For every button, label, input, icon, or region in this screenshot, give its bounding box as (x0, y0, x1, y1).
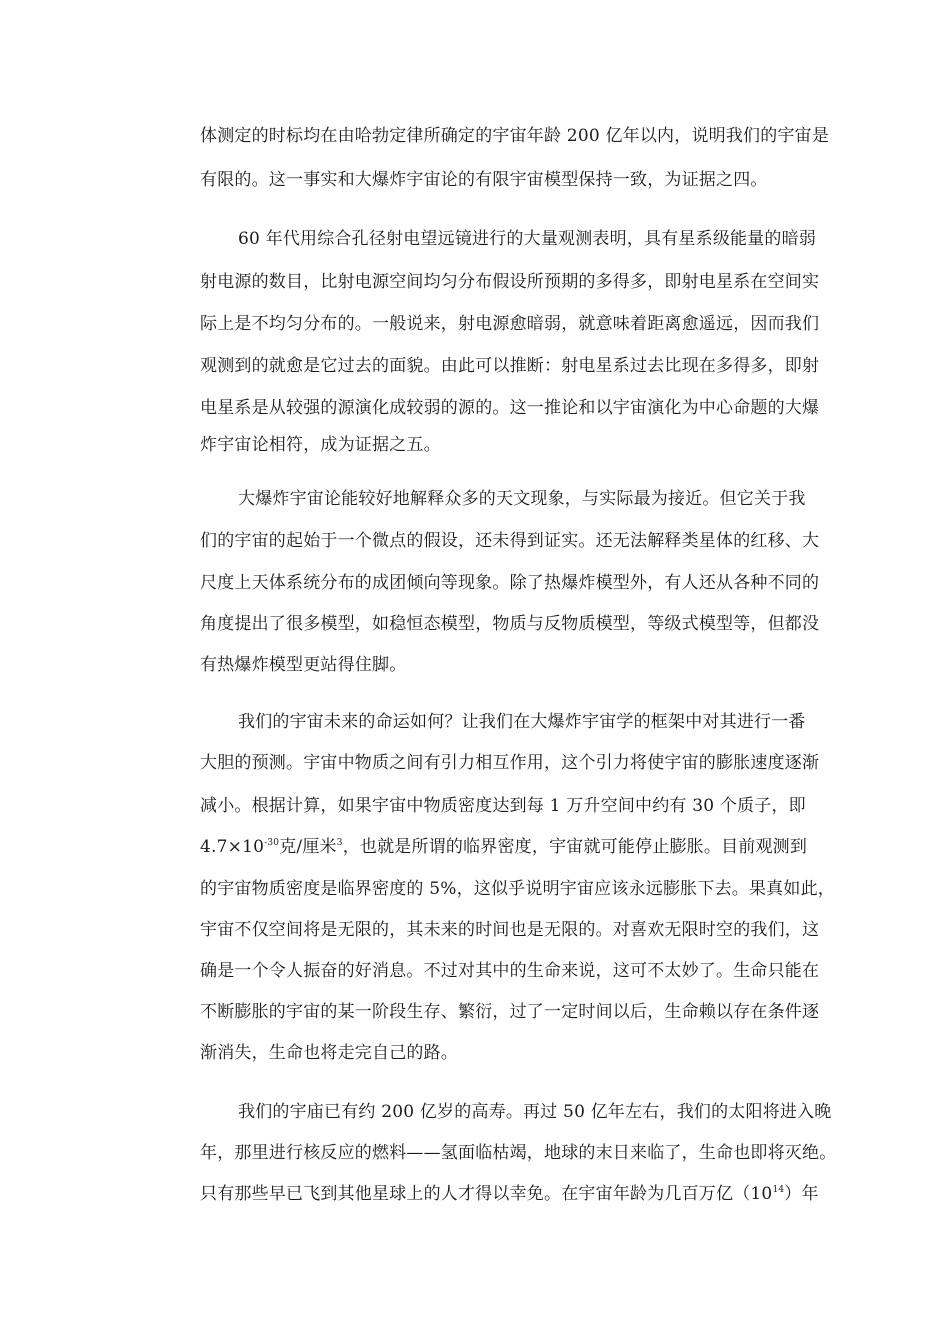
text-line: 确是一个令人振奋的好消息。不过对其中的生命来说，这可不太妙了。生命只能在 (200, 961, 820, 981)
density-unit: 克/厘米 (279, 837, 337, 857)
text-line: 际上是不均匀分布的。一般说来，射电源愈暗弱，就意味着距离愈遥远，因而我们 (200, 314, 820, 334)
text-line: 60 年代用综合孔径射电望远镜进行的大量观测表明，具有星系级能量的暗弱 (238, 229, 817, 249)
density-line (200, 827, 820, 867)
text-line: 宇宙不仅空间将是无限的，其未来的时间也是无限的。对喜欢无限时空的我们，这 (200, 920, 820, 940)
text-line: 电星系是从较强的源演化成较弱的源的。这一推论和以宇宙演化为中心命题的大爆 (200, 398, 820, 418)
text-line: 大胆的预测。宇宙中物质之间有引力相互作用，这个引力将使宇宙的膨胀速度逐渐 (200, 753, 820, 773)
age-text-start: 只有那些早已飞到其他星球上的人才得以幸免。在宇宙年龄为几百万亿（10 (200, 1184, 773, 1204)
text-line: 的宇宙物质密度是临界密度的 5%，这似乎说明宇宙应该永远膨胀下去。果真如此， (200, 879, 835, 899)
text-line: 们的宇宙的起始于一个微点的假设，还未得到证实。还无法解释类星体的红移、大 (200, 531, 820, 551)
text-line: 减小。根据计算，如果宇宙中物质密度达到每 1 万升空间中约有 30 个质子，即 (200, 796, 806, 816)
age-exponent: 14 (772, 1185, 785, 1195)
text-line: 年，那里进行核反应的燃料——氢面临枯竭，地球的末日来临了，生命也即将灭绝。 (200, 1143, 837, 1163)
text-line: 角度提出了很多模型，如稳恒态模型，物质与反物质模型，等级式模型等，但都没 (200, 614, 820, 634)
age-line (200, 1174, 820, 1214)
text-line: 炸宇宙论相符，成为证据之五。 (200, 435, 441, 455)
text-line: 大爆炸宇宙论能较好地解释众多的天文现象，与实际最为接近。但它关于我 (238, 489, 806, 509)
text-line: 我们的宇宙未来的命运如何？让我们在大爆炸宇宙学的框架中对其进行一番 (238, 712, 806, 732)
text-line: 不断膨胀的宇宙的某一阶段生存、繁衍，过了一定时间以后，生命赖以存在条件逐 (200, 1002, 820, 1022)
text-line: 有热爆炸模型更站得住脚。 (200, 655, 407, 675)
density-value: 4.7×10 (200, 837, 265, 857)
text-line: 我们的宇庙已有约 200 亿岁的高寿。再过 50 亿年左右，我们的太阳将进入晚 (238, 1102, 832, 1122)
density-exponent: -30 (264, 838, 280, 848)
text-line: 有限的。这一事实和大爆炸宇宙论的有限宇宙模型保持一致，为证据之四。 (200, 170, 768, 190)
density-unit-exponent: 3 (336, 838, 343, 848)
text-line: 体测定的时标均在由哈勃定律所确定的宇宙年龄 200 亿年以内，说明我们的宇宙是 (200, 126, 830, 146)
age-text-end: ）年 (784, 1184, 819, 1204)
text-line: 渐消失，生命也将走完自己的路。 (200, 1043, 458, 1063)
density-text: ，也就是所谓的临界密度，宇宙就可能停止膨胀。目前观测到 (342, 837, 808, 857)
text-line: 观测到的就愈是它过去的面貌。由此可以推断：射电星系过去比现在多得多，即射 (200, 356, 820, 376)
text-line: 射电源的数目，比射电源空间均匀分布假设所预期的多得多，即射电星系在空间实 (200, 272, 820, 292)
text-line: 尺度上天体系统分布的成团倾向等现象。除了热爆炸模型外，有人还从各种不同的 (200, 573, 820, 593)
